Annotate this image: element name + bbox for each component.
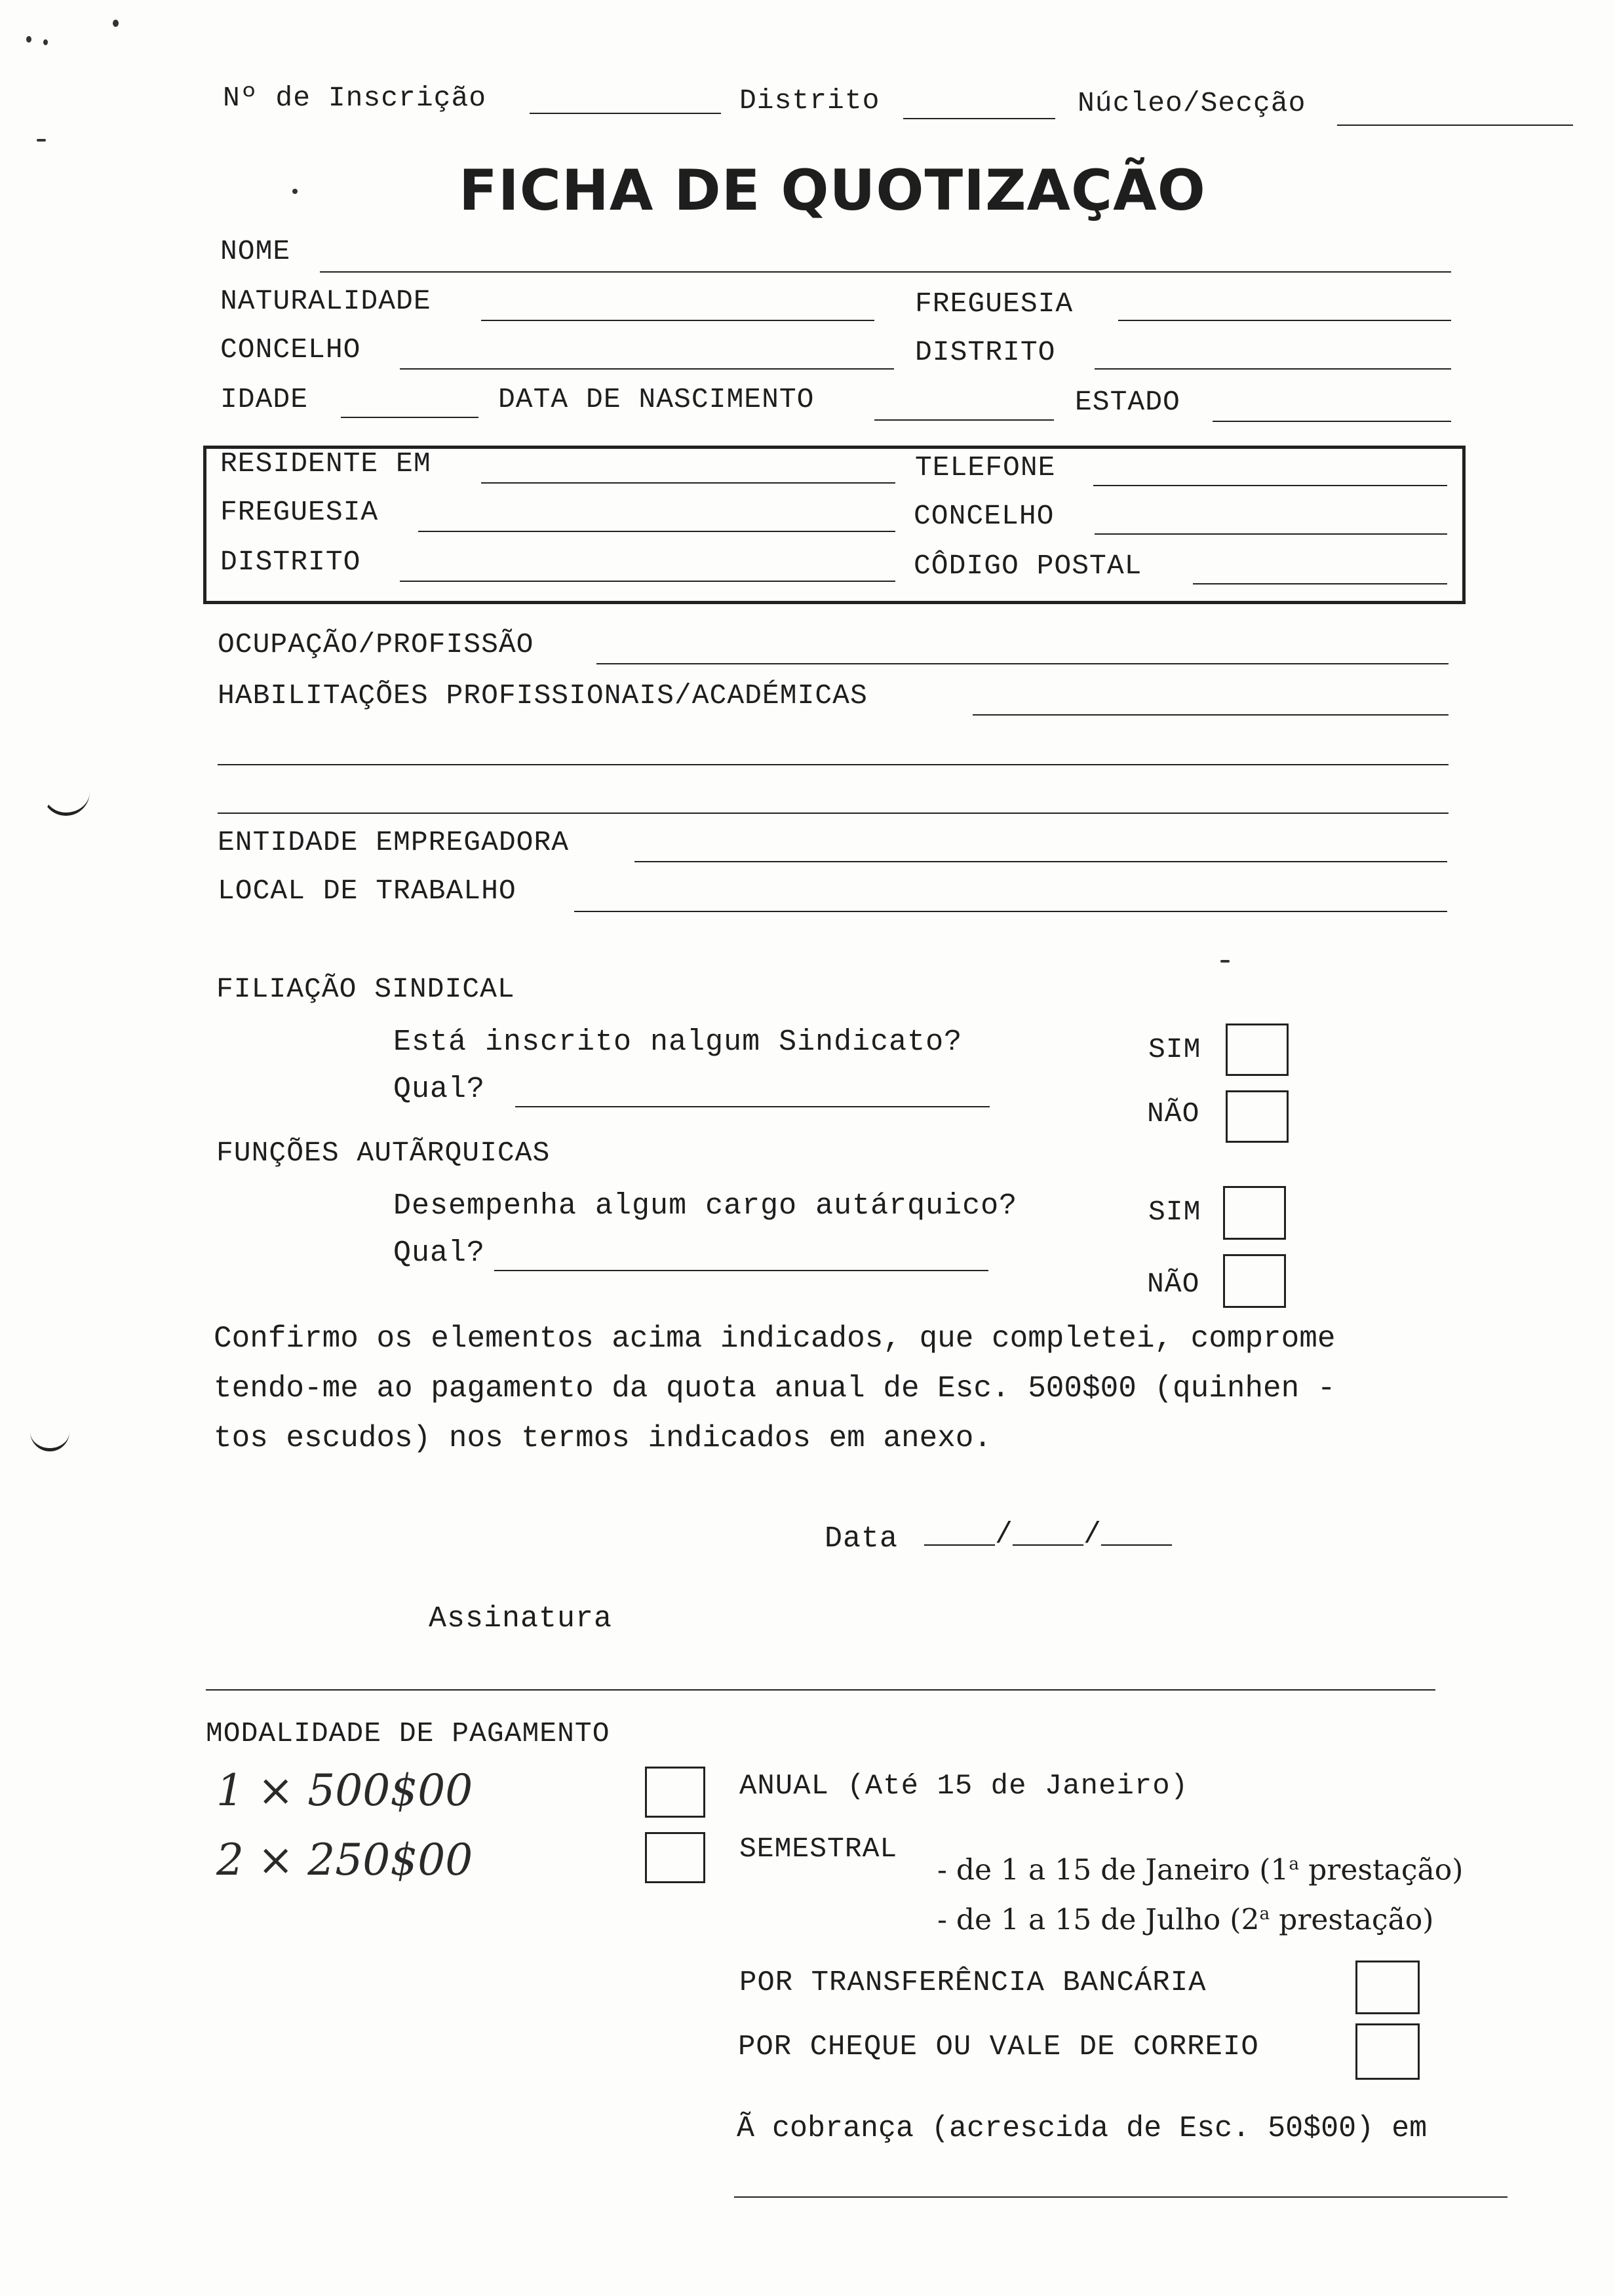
cobranca-field[interactable]: [734, 2196, 1508, 2198]
cheque-label: POR CHEQUE OU VALE DE CORREIO: [738, 2031, 1259, 2063]
entidade-label: ENTIDADE EMPREGADORA: [218, 826, 570, 858]
municipal-sim-checkbox[interactable]: [1223, 1186, 1286, 1240]
payment-heading: MODALIDADE DE PAGAMENTO: [206, 1717, 610, 1750]
scan-speck: [292, 189, 298, 194]
freguesia-res-label: FREGUESIA: [220, 496, 379, 528]
punch-hole-mark: [30, 1422, 69, 1451]
installment-2-ordinal: a: [1259, 1904, 1270, 1924]
codigo-postal-label: CÔDIGO POSTAL: [914, 550, 1142, 582]
scan-speck: [113, 20, 119, 27]
local-trabalho-field[interactable]: [574, 911, 1447, 912]
habilitacoes-field[interactable]: [973, 714, 1449, 716]
installment-1-suffix: prestação): [1299, 1853, 1464, 1887]
data-nascimento-field[interactable]: [874, 419, 1054, 421]
habilitacoes-field-2[interactable]: [218, 764, 1449, 765]
naturalidade-field[interactable]: [481, 320, 874, 321]
freguesia-res-field[interactable]: [418, 531, 895, 532]
municipal-sim-label: SIM: [1148, 1196, 1201, 1228]
scan-speck: [1220, 960, 1230, 963]
municipal-question: Desempenha algum cargo autárquico?: [393, 1189, 1018, 1223]
union-which-field[interactable]: [515, 1106, 990, 1107]
naturalidade-label: NATURALIDADE: [220, 285, 431, 317]
signature-label: Assinatura: [429, 1602, 613, 1636]
cheque-checkbox[interactable]: [1355, 2023, 1420, 2080]
installment-1-text: - de 1 a 15 de Janeiro (1: [937, 1853, 1289, 1887]
data-nascimento-label: DATA DE NASCIMENTO: [498, 383, 815, 415]
municipal-which-label: Qual?: [393, 1236, 486, 1270]
confirmation-line-3: tos escudos) nos termos indicados em anexo.: [214, 1421, 992, 1455]
habilitacoes-label: HABILITAÇÕES PROFISSIONAIS/ACADÉMICAS: [218, 679, 868, 712]
municipal-nao-label: NÃO: [1147, 1268, 1200, 1300]
concelho-res-label: CONCELHO: [914, 500, 1055, 532]
anual-label: ANUAL (Até 15 de Janeiro): [739, 1770, 1189, 1803]
anual-checkbox[interactable]: [645, 1767, 705, 1818]
telefone-field[interactable]: [1093, 485, 1447, 486]
scan-speck: [37, 139, 46, 142]
distrito-field[interactable]: [1095, 368, 1451, 370]
nome-label: NOME: [220, 235, 291, 267]
local-trabalho-label: LOCAL DE TRABALHO: [218, 875, 516, 907]
district-header-label: Distrito: [739, 85, 880, 117]
form-title: FICHA DE QUOTIZAÇÃO: [459, 158, 1206, 223]
registration-label: Nº de Inscrição: [223, 82, 487, 114]
district-header-field[interactable]: [903, 118, 1055, 119]
semestral-second-installment: [937, 1905, 1433, 1935]
semestral-first-installment: [937, 1853, 1464, 1887]
handwritten-annual: 1 × 500$00: [216, 1765, 473, 1816]
ocupacao-label: OCUPAÇÃO/PROFISSÃO: [218, 628, 534, 660]
handwritten-semester: 2 × 250$00: [216, 1835, 473, 1885]
nome-field[interactable]: [320, 271, 1451, 273]
union-nao-checkbox[interactable]: [1226, 1090, 1289, 1143]
filiacao-heading: FILIAÇÃO SINDICAL: [216, 973, 515, 1005]
transferencia-label: POR TRANSFERÊNCIA BANCÁRIA: [739, 1966, 1207, 1999]
installment-1-ordinal: a: [1289, 1854, 1300, 1874]
habilitacoes-field-3[interactable]: [218, 813, 1449, 814]
confirmation-line-2: tendo-me ao pagamento da quota anual de Esc. 500$00 (quinhen -: [214, 1371, 1336, 1406]
semestral-checkbox[interactable]: [645, 1832, 705, 1883]
semestral-label: SEMESTRAL: [739, 1833, 898, 1865]
installment-2-suffix: prestação): [1270, 1903, 1434, 1937]
scan-speck: [26, 36, 31, 43]
distrito-res-label: DISTRITO: [220, 546, 361, 578]
union-sim-label: SIM: [1148, 1033, 1201, 1065]
concelho-res-field[interactable]: [1095, 533, 1447, 535]
union-sim-checkbox[interactable]: [1226, 1024, 1289, 1076]
scan-speck: [43, 39, 48, 45]
residente-em-field[interactable]: [481, 482, 895, 484]
ocupacao-field[interactable]: [596, 663, 1449, 664]
installment-2-text: - de 1 a 15 de Julho (2: [937, 1903, 1260, 1937]
distrito-label: DISTRITO: [915, 336, 1056, 368]
distrito-res-field[interactable]: [400, 581, 895, 582]
nucleus-field[interactable]: [1337, 124, 1573, 126]
funcoes-heading: FUNÇÕES AUTÃRQUICAS: [216, 1137, 551, 1169]
confirmation-line-1: Confirmo os elementos acima indicados, que completei, comprome: [214, 1322, 1336, 1356]
freguesia-label: FREGUESIA: [915, 288, 1074, 320]
signature-line[interactable]: [206, 1689, 1435, 1691]
union-nao-label: NÃO: [1147, 1098, 1200, 1130]
residente-em-label: RESIDENTE EM: [220, 448, 431, 480]
date-field[interactable]: ____/____/____: [924, 1518, 1173, 1552]
concelho-label: CONCELHO: [220, 334, 361, 366]
idade-label: IDADE: [220, 383, 309, 415]
idade-field[interactable]: [341, 417, 478, 418]
estado-field[interactable]: [1213, 421, 1451, 422]
concelho-field[interactable]: [400, 368, 894, 370]
transferencia-checkbox[interactable]: [1355, 1961, 1420, 2014]
freguesia-field[interactable]: [1118, 320, 1451, 321]
estado-label: ESTADO: [1075, 386, 1180, 418]
codigo-postal-field[interactable]: [1193, 583, 1447, 584]
telefone-label: TELEFONE: [915, 451, 1056, 484]
date-label: Data: [825, 1522, 899, 1556]
union-question: Está inscrito nalgum Sindicato?: [393, 1025, 963, 1059]
registration-field[interactable]: [530, 113, 721, 114]
punch-hole-mark: [42, 780, 90, 816]
municipal-nao-checkbox[interactable]: [1223, 1254, 1286, 1308]
entidade-field[interactable]: [634, 861, 1447, 862]
union-which-label: Qual?: [393, 1073, 486, 1106]
nucleus-label: Núcleo/Secção: [1078, 87, 1306, 119]
municipal-which-field[interactable]: [494, 1270, 988, 1271]
cobranca-label: Ã cobrança (acrescida de Esc. 50$00) em: [737, 2112, 1428, 2145]
